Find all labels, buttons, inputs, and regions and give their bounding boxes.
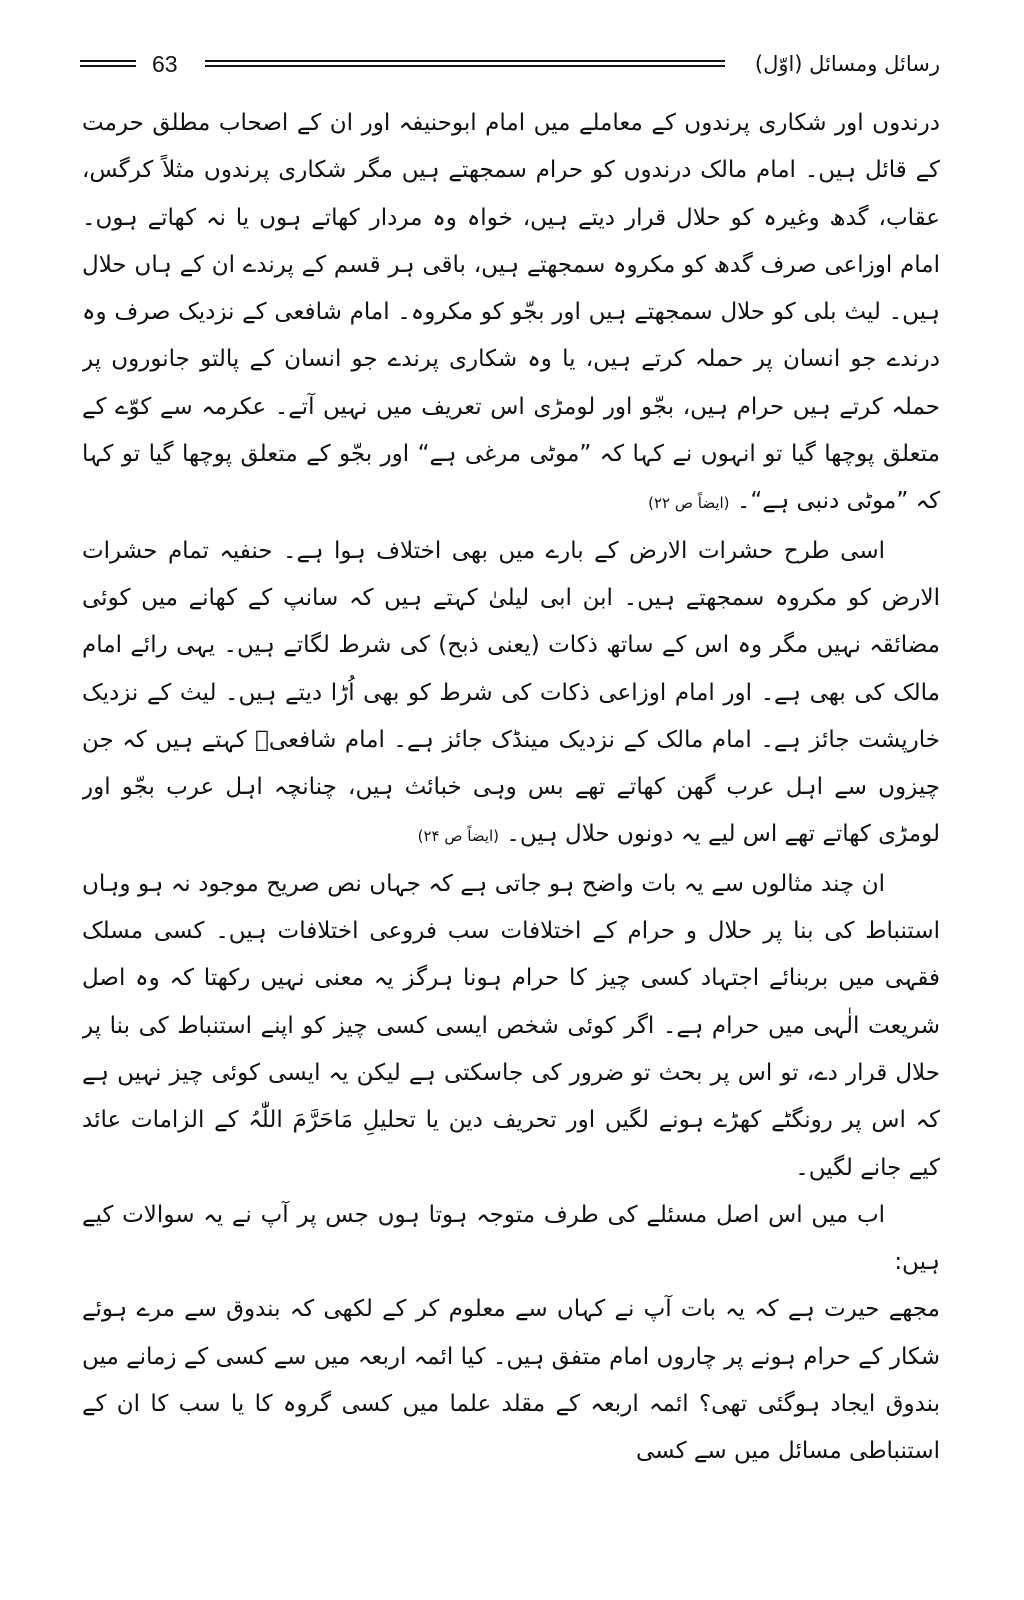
page-number: 63: [152, 51, 178, 77]
body-text: [82, 100, 940, 1590]
paragraph-text: اسی طرح حشرات الارض کے بارے میں بھی اختلاف ہوا ہے۔ حنفیہ تمام حشرات الارض کو مکروہ سمجھتے ہیں۔ ابن ابی لیلیٰ کہتے ہیں کہ سانپ کے کھانے میں کوئی مضائقہ نہیں مگر وہ اس کے ساتھ ذکات (یعنی ذبح) کی شرط لگاتے ہیں۔ یہی رائے امام مالک کی بھی ہے۔ اور امام اوزاعی ذکات کی شرط کو بھی اُڑا دیتے ہیں۔ لیث کے نزدیک خارپشت جائز ہے۔ امام مالک کے نزدیک مینڈک جائز ہے۔ امام شافعیؒ کہتے ہیں کہ جن چیزوں سے اہل عرب گھن کھاتے تھے بس وہی خبائث ہیں، چنانچہ اہل عرب بجّو اور لومڑی کھاتے تھے اس لیے یہ دونوں حلال ہیں۔: [82, 537, 940, 848]
running-book-title: رسائل ومسائل (اوّل): [754, 52, 940, 76]
header-rule-long: [205, 60, 725, 67]
paragraph-5: [82, 1286, 940, 1475]
paragraph-text: مجھے حیرت ہے کہ یہ بات آپ نے کہاں سے معلوم کر کے لکھی کہ بندوق سے مرے ہوئے شکار کے حرام ہونے پر چاروں امام متفق ہیں۔ کیا ائمہ اربعہ میں سے کسی کے زمانے میں بندوق ایجاد ہوگئی تھی؟ ائمہ اربعہ کے مقلد علما میں کسی گروہ کا یا سب کا ان کے استنباطی مسائل میں سے کسی: [82, 1296, 940, 1465]
paragraph-1: [82, 100, 940, 528]
paragraph-text: درندوں اور شکاری پرندوں کے معاملے میں امام ابوحنیفہ اور ان کے اصحاب مطلق حرمت کے قائل ہیں۔ امام مالک درندوں کو حرام سمجھتے ہیں مگر شکاری پرندوں مثلاً کرگس، عقاب، گدھ وغیرہ کو حلال قرار دیتے ہیں، خواہ وہ مردار کھاتے ہوں یا نہ کھاتے ہوں۔ امام اوزاعی صرف گدھ کو مکروہ سمجھتے ہیں، باقی ہر قسم کے پرندے ان کے ہاں حلال ہیں۔ لیث بلی کو حلال سمجھتے ہیں اور بجّو کو مکروہ۔ امام شافعی کے نزدیک صرف وہ درندے جو انسان پر حملہ کرتے ہیں، یا وہ شکاری پرندے جو انسان کے پالتو جانوروں پر حملہ کرتے ہیں حرام ہیں، بجّو اور لومڑی اس تعریف میں نہیں آتے۔ عکرمہ سے کوّے کے متعلق پوچھا گیا تو انہوں نے کہا کہ ”موٹی مرغی ہے“ اور بجّو کے متعلق پوچھا گیا تو کہا کہ ”موٹی دنبی ہے“۔: [82, 110, 940, 515]
citation: (ایضاً ص ۲۴): [417, 827, 500, 846]
header-rule-short: [80, 60, 136, 67]
paragraph-text: اب میں اس اصل مسئلے کی طرف متوجہ ہوتا ہوں جس پر آپ نے یہ سوالات کیے ہیں:: [82, 1201, 940, 1276]
paragraph-text: ان چند مثالوں سے یہ بات واضح ہو جاتی ہے کہ جہاں نص صریح موجود نہ ہو وہاں استنباط کی بنا پر حلال و حرام کے اختلافات سب فروعی اختلافات ہیں۔ کسی مسلک فقہی میں بربنائے اجتہاد کسی چیز کا حرام ہونا ہرگز یہ معنی نہیں رکھتا کہ وہ اصل شریعت الٰہی میں حرام ہے۔ اگر کوئی شخص ایسی کسی چیز کو اپنے استنباط کی بنا پر حلال قرار دے، تو اس پر بحث تو ضرور کی جاسکتی ہے لیکن یہ ایسی کوئی چیز نہیں ہے کہ اس پر رونگٹے کھڑے ہونے لگیں اور تحریف دین یا تحلیلِ مَاحَرَّمَ اللّٰہُ کے الزامات عائد کیے جانے لگیں۔: [82, 870, 940, 1181]
citation: (ایضاً ص ۲۲): [648, 494, 730, 513]
paragraph-3: [82, 861, 940, 1192]
paragraph-2: [82, 528, 940, 861]
paragraph-4: [82, 1192, 940, 1287]
page-header: [80, 44, 940, 84]
